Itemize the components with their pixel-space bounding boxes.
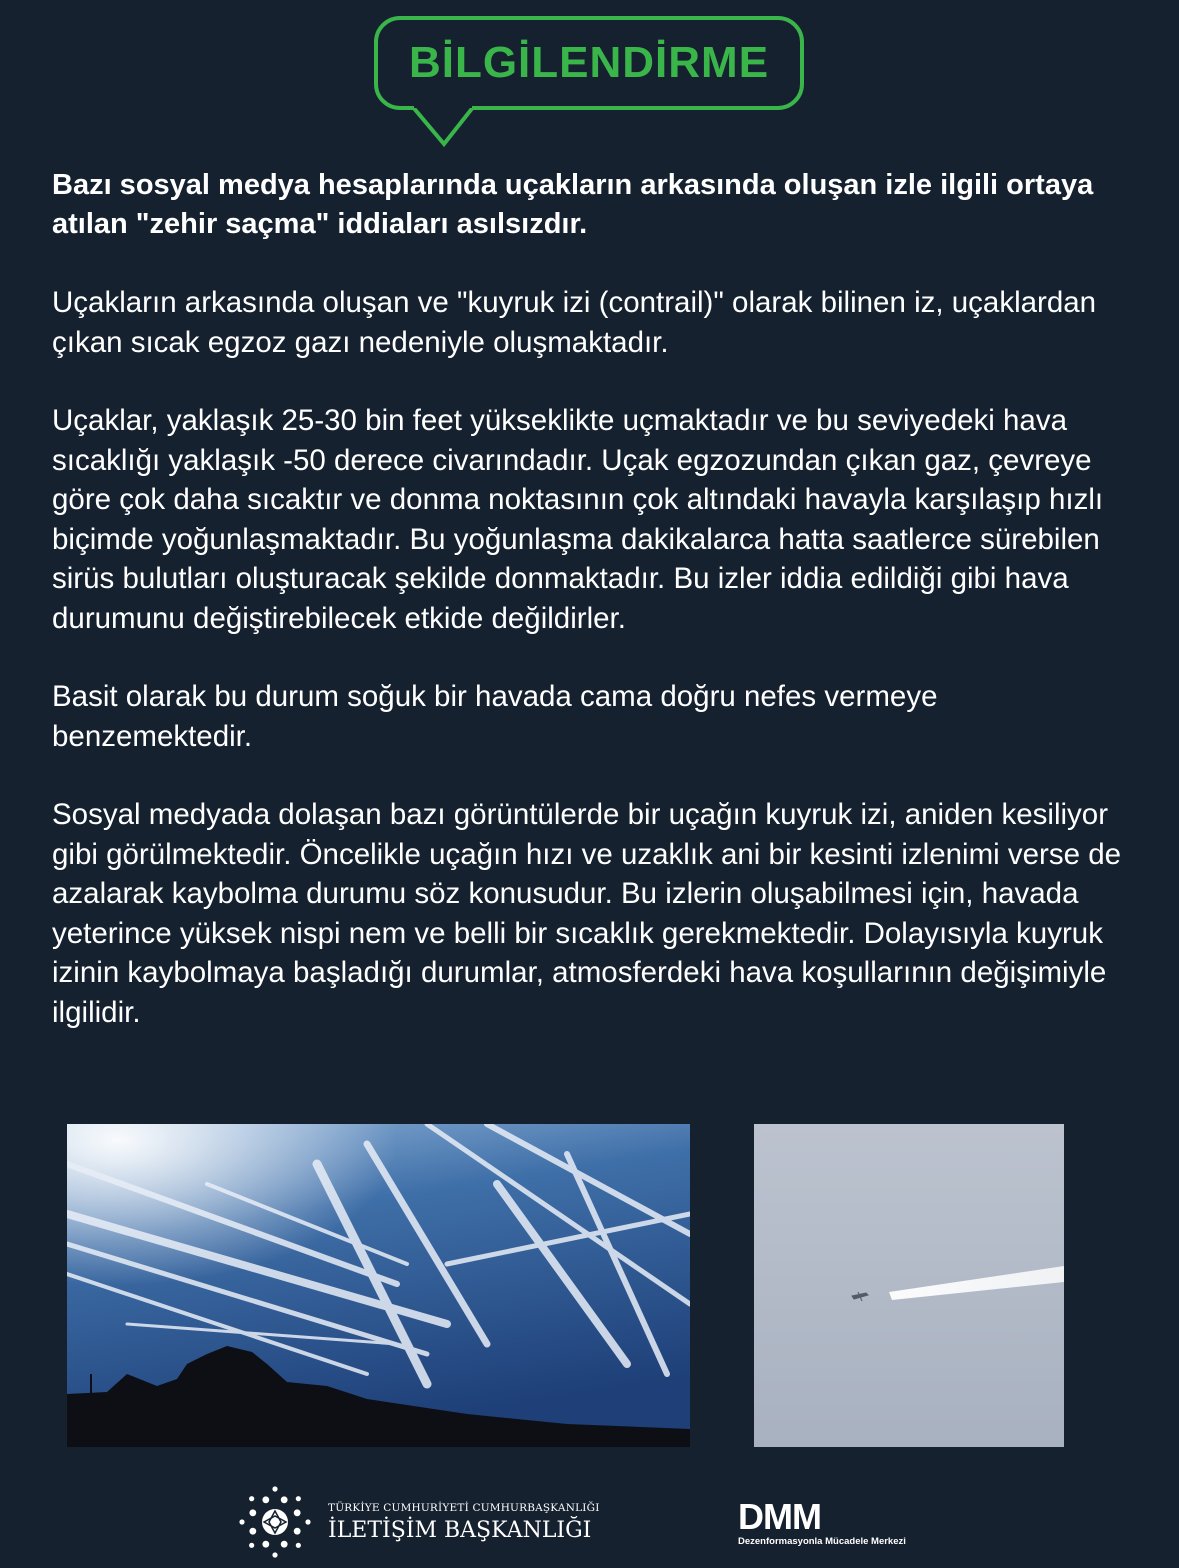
contrails-sky-photo [67,1124,690,1447]
iletisim-small-caption: TÜRKİYE CUMHURİYETİ CUMHURBAŞKANLIĞI [328,1501,600,1514]
paragraph-disappearing-trail: Sosyal medyada dolaşan bazı görüntülerde bir uçağın kuyruk izi, aniden kesiliyor gibi görülmektedir. Öncelikle uçağın hızı ve uzaklık ani bir kesinti izlenimi verse de azalarak kaybolma durumu söz konusudur. Bu izlerin oluşabilmesi için, havada yeterince yüksek nispi nem ve belli bir sıcaklık gerekmektedir. Dolayısıyla kuyruk izinin kaybolmaya başladığı durumlar, atmosferdeki hava koşullarının değişimiyle ilgilidir. [52,798,1122,1029]
star-emblem-icon [236,1483,314,1561]
paragraph-analogy: Basit olarak bu durum soğuk bir havada cama doğru nefes vermeye benzemektedir. [52,680,938,753]
emblem-star [296,1496,301,1501]
emblem-star [239,1519,244,1524]
emblem-star [281,1541,288,1548]
speech-bubble-tail [410,106,480,150]
headline: Bazı sosyal medya hesaplarında uçakların arkasında oluşan izle ilgili ortaya atılan "zehir saçma" iddiaları asılsızdır. [52,169,1094,240]
dmm-logo [738,1496,968,1550]
iletisim-name: İLETİŞİM BAŞKANLIĞI [328,1517,592,1543]
iletisim-baskanligi-logo [236,1482,606,1562]
emblem-star [305,1519,310,1524]
paragraph-contrail: Uçakların arkasında oluşan ve "kuyruk izi (contrail)" olarak bilinen iz, uçaklardan çıkan sıcak egzoz gazı nedeniyle oluşmaktadır. [52,286,1097,359]
emblem-star [262,1496,269,1503]
emblem-star [296,1543,301,1548]
emblem-star [249,1509,256,1516]
emblem-star [249,1496,254,1501]
emblem-star [294,1509,301,1516]
dmm-wordmark: DMM [738,1496,821,1537]
emblem-star [249,1528,256,1535]
emblem-star [262,1541,269,1548]
paragraph-altitude: Uçaklar, yaklaşık 25-30 bin feet yükseklikte uçmaktadır ve bu seviyedeki hava sıcaklığı yaklaşık -50 derece civarındadır. Uçak egzozundan çıkan gaz, çevreye göre çok daha sıcaktır ve donma noktasının çok altındaki havayla karşılaşıp hızlı biçimde yoğunlaşmaktadır. Bu yoğunlaşma dakikalarca hatta saatlerce sürebilen sirüs bulutları oluşturacak şekilde donmaktadır. Bu izler iddia edildiği gibi hava durumunu değiştirebilecek etkide değildirler. [52,404,1104,635]
emblem-star [272,1486,277,1491]
emblem-star [272,1552,277,1557]
emblem-star [281,1496,288,1503]
article-body [52,166,1142,1071]
bilgilendirme-badge [374,16,804,110]
dmm-subtitle: Dezenformasyonla Mücadele Merkezi [738,1536,906,1547]
emblem-star [249,1543,254,1548]
badge-title: BİLGİLENDİRME [408,38,770,87]
plane-contrail-photo [754,1124,1064,1447]
emblem-star [294,1528,301,1535]
